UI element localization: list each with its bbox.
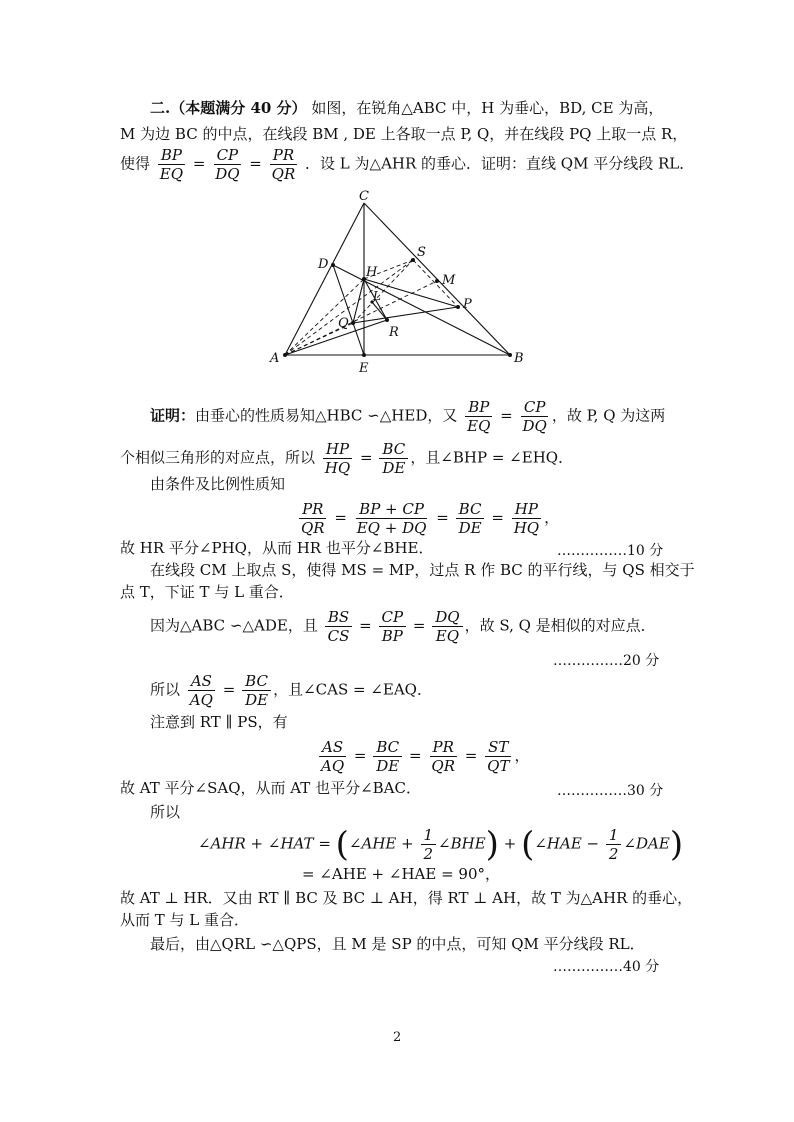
score-10: ……………10 分 [557, 543, 664, 559]
proof-line-2: 个相似三角形的对应点，所以 $\frac{HP}{HQ}$ = $\frac{BC}{DE}$ ，且∠BHP = ∠EHQ． [120, 440, 574, 477]
equation-3-line-2: = ∠AHE + ∠HAE = 90°， [302, 865, 500, 883]
fraction-pr-qr: $\frac{PR}{QR}$ [271, 146, 296, 183]
fraction-bp-eq-2: $\frac{BP}{EQ}$ [467, 398, 491, 435]
proof-line-5: 在线段 CM 上取点 S，使得 MS = MP，过点 R 作 BC 的平行线，与 QS 相交于 [150, 561, 695, 579]
problem-text-1: 如图，在锐角△ABC 中，H 为垂心，BD, CE 为高， [311, 99, 664, 117]
problem-line-3: 使得 $\frac{BP}{EQ}$ = $\frac{CP}{DQ}$ = $\frac{PR}{QR}$ ．设 L 为△AHR 的垂心．证明：直线 QM 平分线段 RL． [120, 146, 695, 183]
problem-heading: 二.（本题满分 40 分） [150, 99, 307, 117]
dashed-as [285, 260, 413, 355]
proof-line-7: 因为△ABC ∽△ADE，且 $\frac{BS}{CS}$ = $\frac{CP}{BP}$ = $\frac{DQ}{EQ}$ ，故 S, Q 是相似的对应点． [150, 608, 656, 645]
problem-text-3a: 使得 [120, 154, 151, 173]
label-l: L [373, 289, 381, 303]
proof-label: 证明： [150, 406, 196, 425]
fraction-bc-de: $\frac{BC}{DE}$ [379, 440, 408, 477]
label-q: Q [338, 316, 349, 331]
geometry-figure [260, 190, 540, 380]
label-s: S [417, 245, 426, 260]
score-20: ……………20 分 [553, 653, 660, 669]
equation-1: $\frac{PR}{QR}$ = $\frac{BP + CP}{EQ + DQ}$ = $\frac{BC}{DE}$ = $\frac{HP}{HQ}$ ， [301, 500, 560, 537]
equation-2: $\frac{AS}{AQ}$ = $\frac{BC}{DE}$ = $\frac{PR}{QR}$ = $\frac{ST}{QT}$ ， [321, 738, 530, 775]
label-h: H [366, 265, 378, 280]
proof-line-10: 故 AT 平分∠SAQ，从而 AT 也平分∠BAC． [120, 779, 421, 797]
problem-line-1 [150, 98, 663, 118]
fraction-cp-dq: $\frac{CP}{DQ}$ [215, 146, 240, 183]
proof-line-12: 故 AT ⊥ HR．又由 RT ∥ BC 及 BC ⊥ AH，得 RT ⊥ AH，故 T 为△AHR 的垂心， [120, 889, 693, 907]
label-e: E [359, 361, 369, 376]
label-m: M [442, 273, 456, 288]
proof-line-13: 从而 T 与 L 重合． [120, 911, 250, 929]
dashed-ah [285, 279, 364, 355]
score-40: ……………40 分 [553, 959, 660, 975]
proof-line-1: 证明：由垂心的性质易知△HBC ∽△HED，又 $\frac{BP}{EQ}$ = $\frac{CP}{DQ}$ ，故 P, Q 为这两 [150, 398, 666, 435]
proof-line-8: 所以 $\frac{AS}{AQ}$ = $\frac{BC}{DE}$ ，且∠CAS = ∠EAQ． [150, 672, 432, 709]
label-d: D [318, 257, 329, 272]
fraction-hp-hq: $\frac{HP}{HQ}$ [324, 440, 351, 477]
proof-line-9: 注意到 RT ∥ PS，有 [150, 713, 288, 731]
proof-line-3: 由条件及比例性质知 [150, 475, 286, 493]
problem-text-3b: ．设 L 为△AHR 的垂心．证明：直线 QM 平分线段 RL． [305, 154, 695, 173]
segment-lr [372, 302, 387, 320]
label-a: A [270, 351, 280, 366]
proof-line-14: 最后，由△QRL ∽△QPS，且 M 是 SP 的中点，可知 QM 平分线段 RL． [150, 935, 645, 953]
fraction-cp-dq-2: $\frac{CP}{DQ}$ [522, 398, 547, 435]
proof-line-11: 所以 [150, 803, 181, 821]
label-r: R [389, 325, 399, 340]
score-30: ……………30 分 [557, 783, 664, 799]
proof-line-4: 故 HR 平分∠PHQ，从而 HR 也平分∠BHE． [120, 539, 434, 557]
proof-line-6: 点 T，下证 T 与 L 重合． [120, 583, 294, 601]
fraction-bp-eq: $\frac{BP}{EQ}$ [159, 146, 184, 183]
label-b: B [514, 351, 524, 366]
equation-3: ∠AHR + ∠HAT = (∠AHE + $\frac{1}{2}$ ∠BHE) + (∠HAE − $\frac{1}{2}$ ∠DAE) [198, 824, 684, 865]
label-p: P [463, 297, 472, 312]
problem-line-2: M 为边 BC 的中点，在线段 BM , DE 上各取一点 P, Q，并在线段 PQ 上取一点 R， [120, 125, 688, 143]
page-number: 2 [393, 1030, 402, 1045]
label-c: C [359, 190, 369, 204]
